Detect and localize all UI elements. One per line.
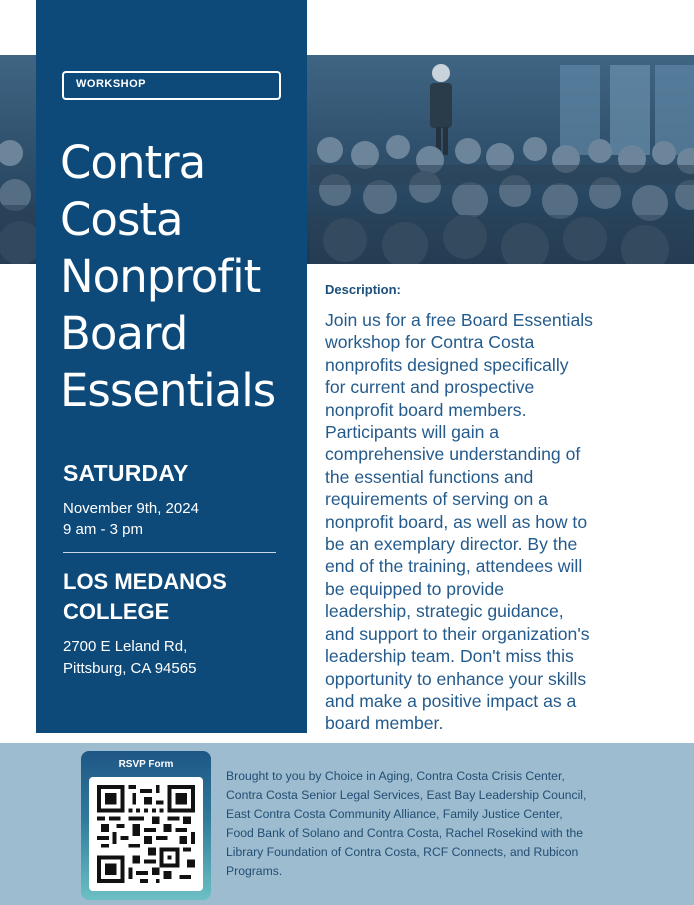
description-line: workshop for Contra Costa [325, 332, 535, 353]
sponsor-credits [226, 767, 636, 882]
description-line: nonprofit board, as well as how to [325, 511, 588, 532]
description-line: comprehensive understanding of [325, 444, 581, 465]
description-line: and make a positive impact as a [325, 690, 577, 711]
event-address [63, 636, 196, 680]
description-line: leadership, strategic guidance, [325, 601, 564, 622]
description-line: for current and prospective [325, 377, 535, 398]
venue-line: COLLEGE [63, 599, 170, 624]
qr-code-graphic [97, 785, 195, 883]
page-title [60, 134, 305, 419]
title-line: Essentials [60, 364, 276, 417]
credits-line: Contra Costa Senior Legal Services, East Bay Leadership Council, [226, 788, 587, 803]
description-line: opportunity to enhance your skills [325, 668, 587, 689]
description-line: be an exemplary director. By the [325, 534, 578, 555]
event-info-panel [36, 0, 307, 733]
credits-line: Food Bank of Solano and Contra Costa, Rachel Rosekind with the [226, 826, 584, 841]
description-line: be equipped to provide [325, 578, 505, 599]
rsvp-qr-card[interactable] [81, 751, 211, 900]
title-line: Board [60, 307, 188, 360]
title-line: Contra [60, 136, 206, 189]
description-line: the essential functions and [325, 466, 534, 487]
venue-line: LOS MEDANOS [63, 569, 227, 594]
description-line: Join us for a free Board Essentials [325, 310, 593, 330]
description-line: leadership team. Don't miss this [325, 646, 574, 667]
event-day: SATURDAY [63, 460, 189, 486]
event-time: 9 am - 3 pm [63, 521, 144, 538]
description-label: Description: [325, 282, 401, 297]
description-line: nonprofit board members. [325, 399, 527, 420]
description-line: Participants will gain a [325, 422, 500, 443]
rsvp-label: RSVP Form [118, 759, 174, 770]
description-line: end of the training, attendees will [325, 556, 583, 577]
section-divider [63, 552, 276, 553]
title-line: Costa [60, 193, 183, 246]
workshop-badge: WORKSHOP [62, 71, 281, 100]
description-text [325, 309, 670, 735]
credits-line: Library Foundation of Contra Costa, RCF Connects, and Rubicon [226, 845, 579, 860]
description-line: board member. [325, 713, 444, 734]
description-line: requirements of serving on a [325, 489, 548, 510]
credits-line: East Contra Costa Community Alliance, Family Justice Center, [226, 807, 563, 822]
event-venue [63, 567, 293, 627]
description-line: and support to their organization's [325, 623, 590, 644]
description-line: nonprofits designed specifically [325, 354, 569, 375]
credits-line: Programs. [226, 864, 283, 879]
event-date: November 9th, 2024 [63, 500, 199, 517]
address-line: Pittsburg, CA 94565 [63, 660, 197, 677]
footer-band [0, 743, 694, 905]
title-line: Nonprofit [60, 250, 261, 303]
credits-line: Brought to you by Choice in Aging, Contra Costa Crisis Center, [226, 769, 565, 783]
qr-code-icon[interactable] [89, 777, 203, 891]
address-line: 2700 E Leland Rd, [63, 638, 188, 655]
